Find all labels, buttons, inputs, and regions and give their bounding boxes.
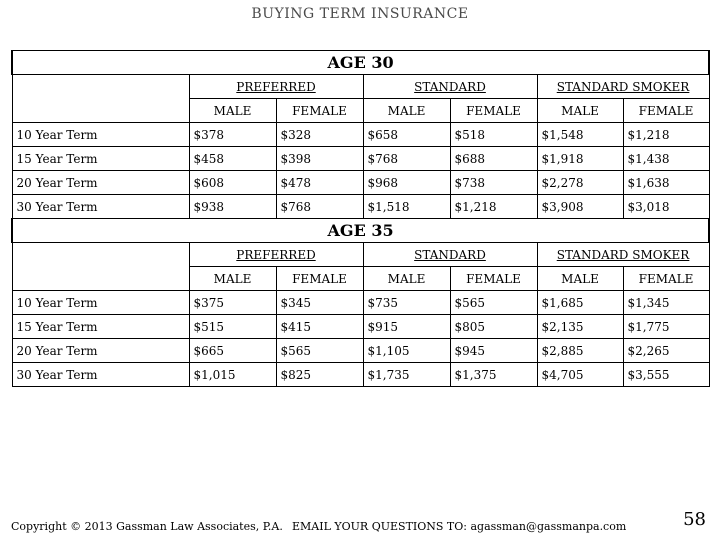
term-label: 10 Year Term <box>12 291 189 315</box>
premium-cell: $768 <box>276 195 363 219</box>
premium-cell: $1,218 <box>450 195 537 219</box>
premium-cell: $1,735 <box>363 363 450 387</box>
copyright-notice: Copyright © 2013 Gassman Law Associates, P.A. <box>11 520 283 533</box>
premium-cell: $658 <box>363 123 450 147</box>
premium-cell: $2,135 <box>537 315 623 339</box>
premium-cell: $2,265 <box>623 339 709 363</box>
term-label: 10 Year Term <box>12 123 189 147</box>
table-row <box>12 195 709 219</box>
column-sub-header: FEMALE <box>276 99 363 123</box>
premium-cell: $458 <box>189 147 276 171</box>
table-row <box>12 291 709 315</box>
premium-cell: $1,685 <box>537 291 623 315</box>
premium-cell: $345 <box>276 291 363 315</box>
column-group-label: PREFERRED <box>236 79 316 94</box>
premium-cell: $375 <box>189 291 276 315</box>
premium-cell: $1,638 <box>623 171 709 195</box>
age-heading-row <box>12 51 709 75</box>
premium-cell: $1,105 <box>363 339 450 363</box>
premium-cell: $518 <box>450 123 537 147</box>
premium-cell: $1,775 <box>623 315 709 339</box>
column-group-header <box>189 75 363 99</box>
table-row <box>12 171 709 195</box>
premium-cell: $1,918 <box>537 147 623 171</box>
column-sub-header: MALE <box>537 99 623 123</box>
premium-cell: $945 <box>450 339 537 363</box>
premium-cell: $768 <box>363 147 450 171</box>
column-group-label: STANDARD <box>414 247 486 262</box>
premium-cell: $915 <box>363 315 450 339</box>
term-label: 30 Year Term <box>12 195 189 219</box>
column-sub-header: FEMALE <box>623 99 709 123</box>
age-heading: AGE 35 <box>12 219 709 243</box>
header-blank-cell <box>12 243 189 291</box>
premium-cell: $515 <box>189 315 276 339</box>
column-sub-header: MALE <box>189 267 276 291</box>
column-sub-header: MALE <box>537 267 623 291</box>
column-sub-header: FEMALE <box>276 267 363 291</box>
column-group-label: PREFERRED <box>236 247 316 262</box>
page-title: BUYING TERM INSURANCE <box>251 6 469 22</box>
premium-cell: $825 <box>276 363 363 387</box>
premium-cell: $1,345 <box>623 291 709 315</box>
column-sub-header: FEMALE <box>450 99 537 123</box>
premium-cell: $415 <box>276 315 363 339</box>
premium-cell: $735 <box>363 291 450 315</box>
email-notice: EMAIL YOUR QUESTIONS TO: agassman@gassmanpa.com <box>292 520 627 533</box>
table-row <box>12 315 709 339</box>
premium-cell: $328 <box>276 123 363 147</box>
header-blank-cell <box>12 75 189 123</box>
table-row <box>12 363 709 387</box>
table-row <box>12 123 709 147</box>
premium-cell: $378 <box>189 123 276 147</box>
column-sub-header: FEMALE <box>623 267 709 291</box>
age-heading-row <box>12 219 709 243</box>
term-label: 30 Year Term <box>12 363 189 387</box>
age-heading: AGE 30 <box>12 51 709 75</box>
column-group-header <box>363 75 537 99</box>
table-row <box>12 147 709 171</box>
page-number: 58 <box>683 509 706 530</box>
premium-cell: $4,705 <box>537 363 623 387</box>
column-group-header <box>537 75 709 99</box>
premium-cell: $1,548 <box>537 123 623 147</box>
premium-cell: $608 <box>189 171 276 195</box>
column-group-header <box>363 243 537 267</box>
premium-cell: $3,908 <box>537 195 623 219</box>
group-header-row <box>12 243 709 267</box>
premium-cell: $1,518 <box>363 195 450 219</box>
premium-cell: $968 <box>363 171 450 195</box>
premium-cell: $1,438 <box>623 147 709 171</box>
table-row <box>12 339 709 363</box>
premium-cell: $938 <box>189 195 276 219</box>
group-header-row <box>12 75 709 99</box>
premium-cell: $665 <box>189 339 276 363</box>
premium-cell: $398 <box>276 147 363 171</box>
column-group-header <box>189 243 363 267</box>
column-group-label: STANDARD <box>414 79 486 94</box>
term-label: 15 Year Term <box>12 147 189 171</box>
column-sub-header: MALE <box>363 267 450 291</box>
column-sub-header: FEMALE <box>450 267 537 291</box>
premium-cell: $805 <box>450 315 537 339</box>
term-label: 15 Year Term <box>12 315 189 339</box>
premium-cell: $1,015 <box>189 363 276 387</box>
premium-cell: $2,278 <box>537 171 623 195</box>
premium-cell: $2,885 <box>537 339 623 363</box>
premium-cell: $565 <box>276 339 363 363</box>
column-group-label: STANDARD SMOKER <box>556 79 690 94</box>
premium-cell: $3,018 <box>623 195 709 219</box>
premium-cell: $565 <box>450 291 537 315</box>
premium-cell: $3,555 <box>623 363 709 387</box>
premium-cell: $1,375 <box>450 363 537 387</box>
premium-cell: $738 <box>450 171 537 195</box>
premium-cell: $688 <box>450 147 537 171</box>
column-sub-header: MALE <box>189 99 276 123</box>
term-label: 20 Year Term <box>12 339 189 363</box>
premium-cell: $1,218 <box>623 123 709 147</box>
column-sub-header: MALE <box>363 99 450 123</box>
term-insurance-table <box>11 50 710 387</box>
column-group-header <box>537 243 709 267</box>
term-label: 20 Year Term <box>12 171 189 195</box>
column-group-label: STANDARD SMOKER <box>556 247 690 262</box>
premium-cell: $478 <box>276 171 363 195</box>
